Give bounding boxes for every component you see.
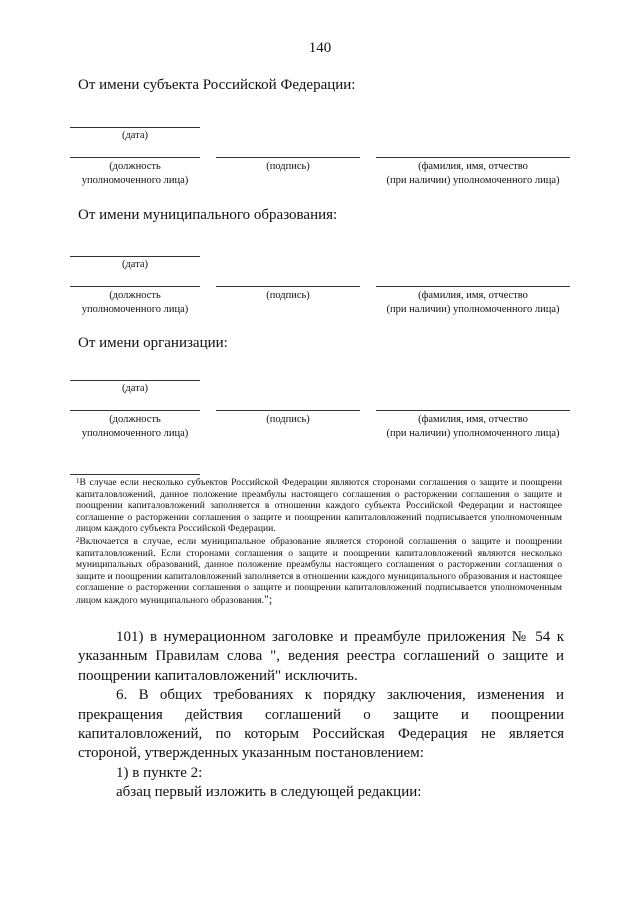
paragraph-section-6: 6. В общих требованиях к порядку заключения, изменения и прекращения действия соглашений о защите и поощрении капиталовложений, по которым Российская Федерация не является стороной, утвержденных указанным постановлением: — [78, 687, 564, 762]
footnote-1: $^1$В случае если несколько субъектов Российской Федерации являются сторонами соглашения о защите и поощрени капиталовложений, данное положение преамбулы настоящего соглашения о расторжении соглашения о защите и поощрении капиталовложений заполняется в отношении каждого субъекта Российской Федерации и настоящее соглашение о расторжении соглашения о защите и поощрении капиталовложений подписывается уполномоченным лицом каждого субъекта Российской Федерации. — [76, 477, 562, 535]
body-text — [78, 628, 564, 803]
footnote-2: $^2$Включается в случае, если муниципальное образование является стороной соглашения о защите и поощрении капиталовложений. Если сторонами соглашения о защите и поощрении капиталовложений являются несколько муниципальных образований, данное положение преамбулы настоящего соглашения о расторжении соглашения о защите и поощрении капиталовложений заполняется в отношении каждого муниципального образования и настоящее соглашение о расторжении соглашения о защите и поощрении капиталовложений подписывается уполномоченным лицом каждого муниципального образования."; — [76, 535, 562, 606]
position-caption: (должность уполномоченного лица) — [81, 161, 189, 186]
date-line — [70, 256, 200, 257]
date-caption: (дата) — [121, 130, 149, 141]
date-caption: (дата) — [121, 259, 149, 270]
name-line — [376, 286, 570, 287]
paragraph-first-abzac: абзац первый изложить в следующей редакции: — [116, 784, 422, 801]
block-heading-region: От имени субъекта Российской Федерации: — [78, 77, 356, 93]
signature-line — [216, 410, 360, 411]
position-caption: (должность уполномоченного лица) — [81, 290, 189, 315]
paragraph-amendment-101: 101) в нумерационном заголовке и преамбуле приложения № 54 к указанным Правилам слова ", ведения реестра соглашений о защите и поощрении капиталовложений" исключить. — [78, 629, 564, 684]
page-number: 140 — [308, 40, 332, 56]
position-line — [70, 157, 200, 158]
position-caption: (должность уполномоченного лица) — [81, 414, 189, 439]
paragraph-item-1: 1) в пункте 2: — [116, 764, 203, 781]
name-caption: (фамилия, имя, отчество (при наличии) уполномоченного лица) — [386, 414, 560, 439]
signature-caption: (подпись) — [266, 290, 310, 301]
name-line — [376, 157, 570, 158]
date-caption: (дата) — [121, 383, 149, 394]
signature-caption: (подпись) — [266, 414, 310, 425]
signature-caption: (подпись) — [266, 161, 310, 172]
name-line — [376, 410, 570, 411]
position-line — [70, 286, 200, 287]
signature-line — [216, 286, 360, 287]
block-heading-organization: От имени организации: — [78, 335, 228, 351]
name-caption: (фамилия, имя, отчество (при наличии) уполномоченного лица) — [386, 161, 560, 186]
footnote-separator — [70, 474, 200, 475]
date-line — [70, 127, 200, 128]
position-line — [70, 410, 200, 411]
block-heading-municipal: От имени муниципального образования: — [78, 207, 338, 223]
name-caption: (фамилия, имя, отчество (при наличии) уполномоченного лица) — [386, 290, 560, 315]
date-line — [70, 380, 200, 381]
footnotes — [76, 476, 562, 607]
signature-line — [216, 157, 360, 158]
